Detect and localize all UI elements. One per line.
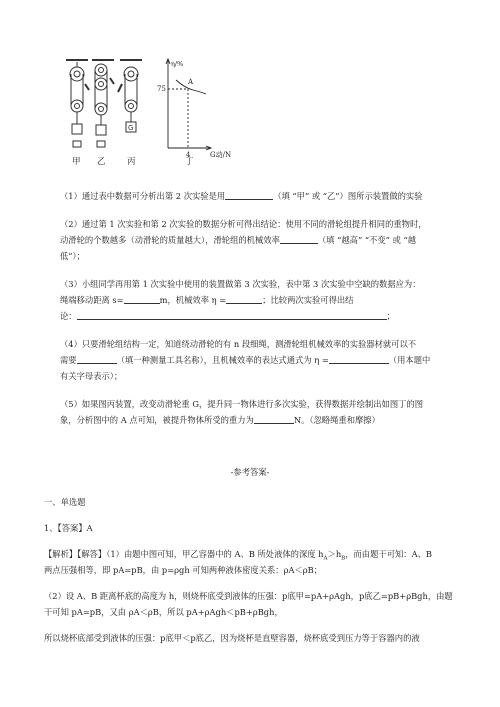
graph-y-axis-label: η/%: [171, 60, 184, 68]
q3-text-d: 论：: [60, 311, 77, 321]
q3-blank-conclusion[interactable]: [77, 310, 387, 320]
analysis-line-3: （2）设 A、B 距离杯底的高度为 h，则烧杯底受到液体的压强：p底甲=pA+ρAgh，p底乙=pB+ρBgh，由题: [44, 591, 453, 601]
analysis-line-1: [44, 548, 444, 565]
label-bing: 丙: [127, 157, 136, 167]
q3-text-e: ；: [386, 311, 395, 321]
graph-x-value: 4: [186, 151, 191, 159]
q4-text-a: 需要: [60, 355, 77, 365]
q1-text-a: （1）通过表中数据可分析出第 2 次实验是用: [60, 191, 226, 201]
q5-text-a: 象，分析图中的 A 点可知，被提升物体所受的重力为: [60, 415, 254, 425]
experiment-figure: [60, 54, 260, 174]
q2-text-a: 动滑轮的个数越多（动滑轮的质量越大），滑轮组的机械效率: [60, 235, 280, 245]
q4-text-c: （用本题中: [388, 355, 431, 365]
label-jia: 甲: [72, 157, 81, 167]
analysis-line-4: 干可知 pA=pB，又由 ρA＜ρB，所以 pA+ρAgh＜pB+ρBgh，: [44, 607, 283, 617]
label-ding: 丁: [185, 157, 194, 167]
analysis-line-1-text-a: 【解析】【解答】（1）由题中图可知，甲乙容器中的 A、B 所处液体的深度 h: [44, 549, 324, 559]
q2-blank[interactable]: [280, 234, 318, 244]
graph-y-value: 75: [157, 85, 166, 93]
q1-blank[interactable]: [225, 190, 273, 200]
question-2-line-1: （2）通过第 1 次实验和第 2 次实验的数据分析可得出结论：使用不同的滑轮组提升相同的重物时，: [60, 219, 427, 229]
q3-blank-efficiency[interactable]: [226, 294, 262, 304]
q4-text-b: （填一种测量工具名称），且机械效率的表达式通式为 η =: [116, 355, 329, 365]
analysis-line-1-text-b: ＞h: [327, 549, 342, 559]
q5-blank-weight[interactable]: [254, 414, 294, 424]
q4-blank-tool[interactable]: [77, 354, 117, 364]
analysis-sub-b: B: [341, 555, 346, 562]
question-4-line-1: （4）只要滑轮组结构一定，知道绕动滑轮的有 n 段细绳，测滑轮组机械效率的实验器材就可以不: [60, 339, 417, 349]
question-2-line-3: 低”）；: [60, 251, 85, 261]
graph-point-a: A: [188, 78, 194, 86]
q3-text-c: ；比较两次实验可得出结: [262, 295, 354, 305]
question-3-line-1: （3）小组同学再用第 1 次实验中使用的装置做第 3 次实验，表中第 3 次实验中空缺的数据应为：: [60, 279, 421, 289]
q2-text-b: （填 “越高” “不变” 或 “越: [317, 235, 417, 245]
question-2-line-2: [60, 234, 460, 246]
pulley-setups-icon: [66, 60, 142, 147]
efficiency-graph: [166, 59, 211, 150]
q4-blank-formula[interactable]: [329, 354, 389, 364]
analysis-sub-a: A: [323, 555, 328, 562]
label-yi: 乙: [97, 157, 106, 167]
question-5-line-1: （5）如果图丙装置，改变动滑轮重 G，提升同一物体进行多次实验，获得数据并绘制出如图丁的图: [60, 399, 424, 409]
answer-item: 1、【答案】A: [44, 523, 93, 533]
analysis-line-5: 所以烧杯底部受到液体的压强：p底甲＜p底乙，因为烧杯是直壁容器，烧杯底受到压力等于容器内的液: [44, 633, 420, 643]
q3-blank-distance[interactable]: [124, 294, 160, 304]
answer-title: -参考答案-: [230, 467, 270, 477]
q1-text-b: （填 “甲” 或 “乙”）图所示装置做的实验: [273, 191, 423, 201]
question-5-line-2: [60, 414, 460, 426]
analysis-line-1-text-c: ，而由题干可知：A、B: [345, 549, 432, 559]
question-1: [60, 190, 460, 202]
q5-text-b: N。（忽略绳重和摩擦）: [293, 415, 380, 425]
question-4-line-2: [60, 354, 460, 366]
question-3-line-3: [60, 310, 460, 322]
q3-text-a: 绳端移动距离 s=: [60, 295, 124, 305]
question-4-line-3: 有关字母表示）；: [60, 371, 123, 381]
section-heading: 一、单选题: [44, 497, 86, 507]
q3-text-b: m，机械效率 η =: [159, 295, 227, 305]
graph-x-axis-label: G动/N: [210, 151, 232, 159]
svg-text:G: G: [128, 124, 134, 132]
analysis-line-2: 两点压强相等，即 pA=pB，由 p=ρgh 可知两种液体密度关系：ρA＜ρB；: [44, 565, 323, 575]
question-3-line-2: [60, 294, 460, 306]
